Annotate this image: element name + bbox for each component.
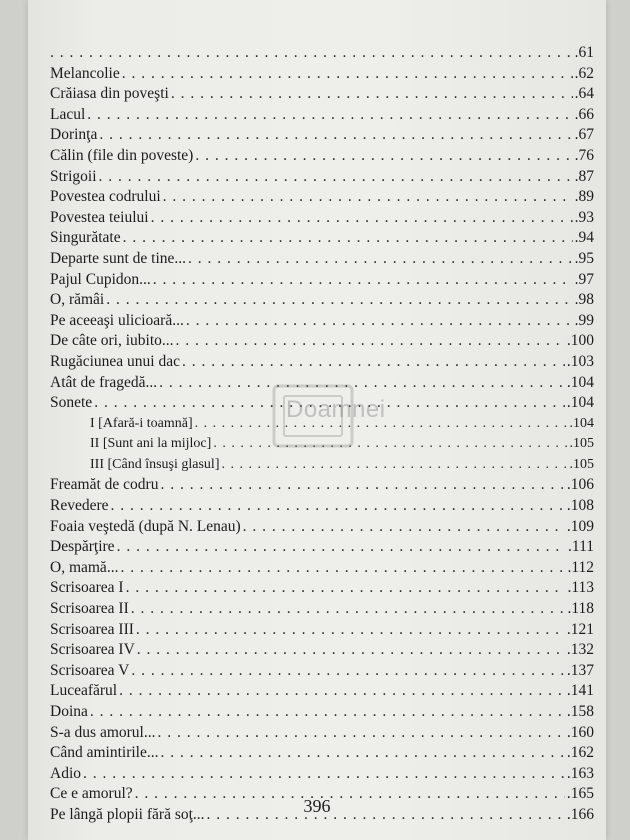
toc-entry bbox=[50, 352, 594, 373]
toc-entry-title: Scrisoarea I bbox=[50, 579, 124, 597]
dot-leader bbox=[83, 764, 565, 785]
dot-leader bbox=[90, 702, 565, 723]
toc-entry-title: Luceafărul bbox=[50, 682, 118, 700]
toc-entry-title: Scrisoarea II bbox=[50, 600, 129, 618]
toc-entry-title: Scrisoarea IV bbox=[50, 641, 135, 659]
toc-page-number: .104 bbox=[566, 394, 594, 412]
dot-leader bbox=[123, 228, 573, 249]
toc-entry-title: Crăiasa din poveşti bbox=[50, 85, 169, 103]
toc-page-number: .166 bbox=[566, 805, 594, 823]
toc-entry bbox=[50, 558, 594, 579]
dot-leader bbox=[182, 352, 565, 373]
toc-page-number: .121 bbox=[566, 620, 594, 638]
toc-page-number: .104 bbox=[566, 373, 594, 391]
dot-leader bbox=[243, 517, 565, 538]
toc-entry-title: Freamăt de codru bbox=[50, 476, 159, 494]
toc-page-number: .112 bbox=[567, 558, 594, 576]
dot-leader bbox=[213, 434, 567, 455]
dot-leader bbox=[159, 373, 565, 394]
toc-entry bbox=[50, 43, 594, 64]
toc-page-number: .103 bbox=[566, 352, 594, 370]
toc-entry bbox=[50, 373, 594, 394]
toc-entry bbox=[50, 599, 594, 620]
toc-entry bbox=[50, 743, 594, 764]
toc-entry-title: Povestea teiului bbox=[50, 208, 149, 226]
dot-leader bbox=[111, 496, 565, 517]
dot-leader bbox=[153, 270, 573, 291]
toc-entry-title: Doina bbox=[50, 703, 88, 720]
toc-page-number: .66 bbox=[574, 105, 594, 123]
toc-page-number: .64 bbox=[574, 85, 594, 103]
dot-leader bbox=[87, 105, 572, 126]
dot-leader bbox=[176, 331, 565, 352]
dot-leader bbox=[186, 311, 573, 332]
toc-page-number: .108 bbox=[566, 497, 594, 515]
dot-leader bbox=[120, 558, 565, 579]
toc-entry bbox=[50, 475, 594, 496]
toc-entry bbox=[50, 681, 594, 702]
toc-entry bbox=[50, 270, 594, 291]
dot-leader bbox=[99, 125, 572, 146]
toc-page-number: .163 bbox=[566, 764, 594, 782]
toc-entry-title: Rugăciunea unui dac bbox=[50, 352, 180, 370]
toc-page-number: .99 bbox=[574, 311, 594, 329]
dot-leader bbox=[163, 187, 573, 208]
toc-entry bbox=[50, 640, 594, 661]
toc-entry bbox=[50, 661, 594, 682]
dot-leader bbox=[122, 64, 573, 85]
toc-page-number: .118 bbox=[567, 600, 594, 618]
toc-entry-title: Revedere bbox=[50, 497, 109, 515]
toc-entry bbox=[50, 331, 594, 352]
dot-leader bbox=[131, 661, 565, 682]
dot-leader bbox=[195, 146, 572, 167]
toc-entry-title: Despărţire bbox=[50, 538, 115, 556]
dot-leader bbox=[50, 43, 573, 64]
toc-entry-title: O, rămâi bbox=[50, 291, 105, 309]
toc-page-number: .97 bbox=[574, 270, 594, 288]
dot-leader bbox=[221, 455, 567, 476]
dot-leader bbox=[137, 640, 565, 661]
toc-entry bbox=[50, 125, 594, 146]
toc-page-number: .100 bbox=[566, 332, 594, 350]
toc-entry-title: Sonete bbox=[50, 394, 93, 412]
toc-entry bbox=[50, 517, 594, 538]
toc-entry-title: Dorinţa bbox=[50, 126, 98, 144]
toc-entry-title: Ce e amorul? bbox=[50, 785, 133, 803]
toc-page-number: .141 bbox=[566, 682, 594, 700]
toc-entry-title: Adio bbox=[50, 764, 81, 782]
toc-page-number: .94 bbox=[574, 229, 594, 247]
toc-subentry bbox=[50, 455, 594, 476]
dot-leader bbox=[171, 84, 573, 105]
toc-page-number: .158 bbox=[566, 703, 594, 720]
dot-leader bbox=[160, 743, 564, 764]
toc-entry-title: Pe aceeaşi ulicioară... bbox=[50, 311, 184, 329]
toc-entry-title: O, mamă... bbox=[50, 558, 119, 576]
toc-entry-title: Singurătate bbox=[50, 229, 121, 247]
toc-entry-title: De câte ori, iubito... bbox=[50, 332, 174, 350]
toc-entry-title: Când amintirile... bbox=[50, 744, 159, 762]
toc-entry bbox=[50, 620, 594, 641]
toc-entry-title: S-a dus amorul... bbox=[50, 723, 156, 741]
toc-page-number: .165 bbox=[566, 785, 594, 803]
toc-page-number: .109 bbox=[566, 517, 594, 535]
toc-page-number: .160 bbox=[566, 723, 594, 741]
dot-leader bbox=[117, 537, 566, 558]
toc-page-number: .105 bbox=[569, 436, 594, 452]
toc-entry bbox=[50, 311, 594, 332]
toc-page-number: .111 bbox=[568, 538, 594, 556]
toc-entry-title: Melancolie bbox=[50, 64, 120, 82]
toc-page-number: .61 bbox=[574, 44, 594, 61]
toc-entry bbox=[50, 723, 594, 744]
toc-page-number: .104 bbox=[569, 415, 594, 431]
toc-entry-title: Scrisoarea III bbox=[50, 620, 134, 638]
dot-leader bbox=[160, 475, 564, 496]
toc-entry-title: Lacul bbox=[50, 105, 86, 123]
toc-entry-title: I [Afară-i toamnă] bbox=[90, 415, 193, 431]
toc-entry bbox=[50, 496, 594, 517]
dot-leader bbox=[136, 620, 565, 641]
toc-entry bbox=[50, 84, 594, 105]
dot-leader bbox=[126, 578, 566, 599]
dot-leader bbox=[157, 723, 564, 744]
dot-leader bbox=[99, 167, 573, 188]
toc-entry-title: Călin (file din poveste) bbox=[50, 146, 194, 164]
toc-page-number: .95 bbox=[574, 249, 594, 267]
toc-entry-title: II [Sunt ani la mijloc] bbox=[90, 436, 212, 452]
toc-page-number: .76 bbox=[574, 146, 594, 164]
toc-entry bbox=[50, 702, 594, 723]
toc-entry bbox=[50, 187, 594, 208]
dot-leader bbox=[119, 681, 565, 702]
toc-entry bbox=[50, 537, 594, 558]
toc-entry-title: Atât de fragedă... bbox=[50, 373, 158, 391]
dot-leader bbox=[188, 249, 573, 270]
toc-page-number: .106 bbox=[566, 476, 594, 494]
toc-entry bbox=[50, 105, 594, 126]
dot-leader bbox=[131, 599, 566, 620]
dot-leader bbox=[106, 290, 572, 311]
table-of-contents bbox=[50, 43, 594, 826]
toc-entry bbox=[50, 228, 594, 249]
toc-entry-title: Foaia veştedă (după N. Lenau) bbox=[50, 517, 241, 535]
toc-entry bbox=[50, 290, 594, 311]
page-number: 396 bbox=[303, 796, 331, 816]
dot-leader bbox=[151, 208, 573, 229]
toc-page-number: .93 bbox=[574, 208, 594, 226]
toc-entry bbox=[50, 578, 594, 599]
toc-entry bbox=[50, 167, 594, 188]
toc-page-number: .62 bbox=[574, 64, 594, 82]
toc-page-number: .162 bbox=[566, 744, 594, 762]
toc-entry-title: Pe lângă plopii fără soţ... bbox=[50, 805, 205, 823]
toc-entry-title: Strigoii bbox=[50, 167, 97, 185]
toc-page-number: .98 bbox=[574, 291, 594, 309]
toc-page-number: .87 bbox=[574, 167, 594, 185]
toc-entry-title: Scrisoarea V bbox=[50, 661, 130, 679]
toc-entry bbox=[50, 64, 594, 85]
toc-entry-title: Povestea codrului bbox=[50, 188, 161, 206]
book-page bbox=[28, 0, 606, 840]
toc-page-number: .67 bbox=[574, 126, 594, 144]
toc-subentry bbox=[50, 434, 594, 455]
toc-page-number: .132 bbox=[566, 641, 594, 659]
watermark-text: Doamnei bbox=[286, 396, 386, 423]
toc-entry-title: III [Când însuşi glasul] bbox=[90, 456, 220, 472]
toc-entry bbox=[50, 249, 594, 270]
toc-entry-title: Departe sunt de tine... bbox=[50, 249, 187, 267]
toc-page-number: .113 bbox=[567, 579, 594, 597]
toc-page-number: .89 bbox=[574, 188, 594, 206]
toc-entry-title: Pajul Cupidon... bbox=[50, 270, 151, 288]
toc-page-number: .105 bbox=[569, 456, 594, 472]
toc-entry bbox=[50, 146, 594, 167]
toc-entry bbox=[50, 764, 594, 785]
toc-page-number: .137 bbox=[566, 661, 594, 679]
toc-entry bbox=[50, 208, 594, 229]
